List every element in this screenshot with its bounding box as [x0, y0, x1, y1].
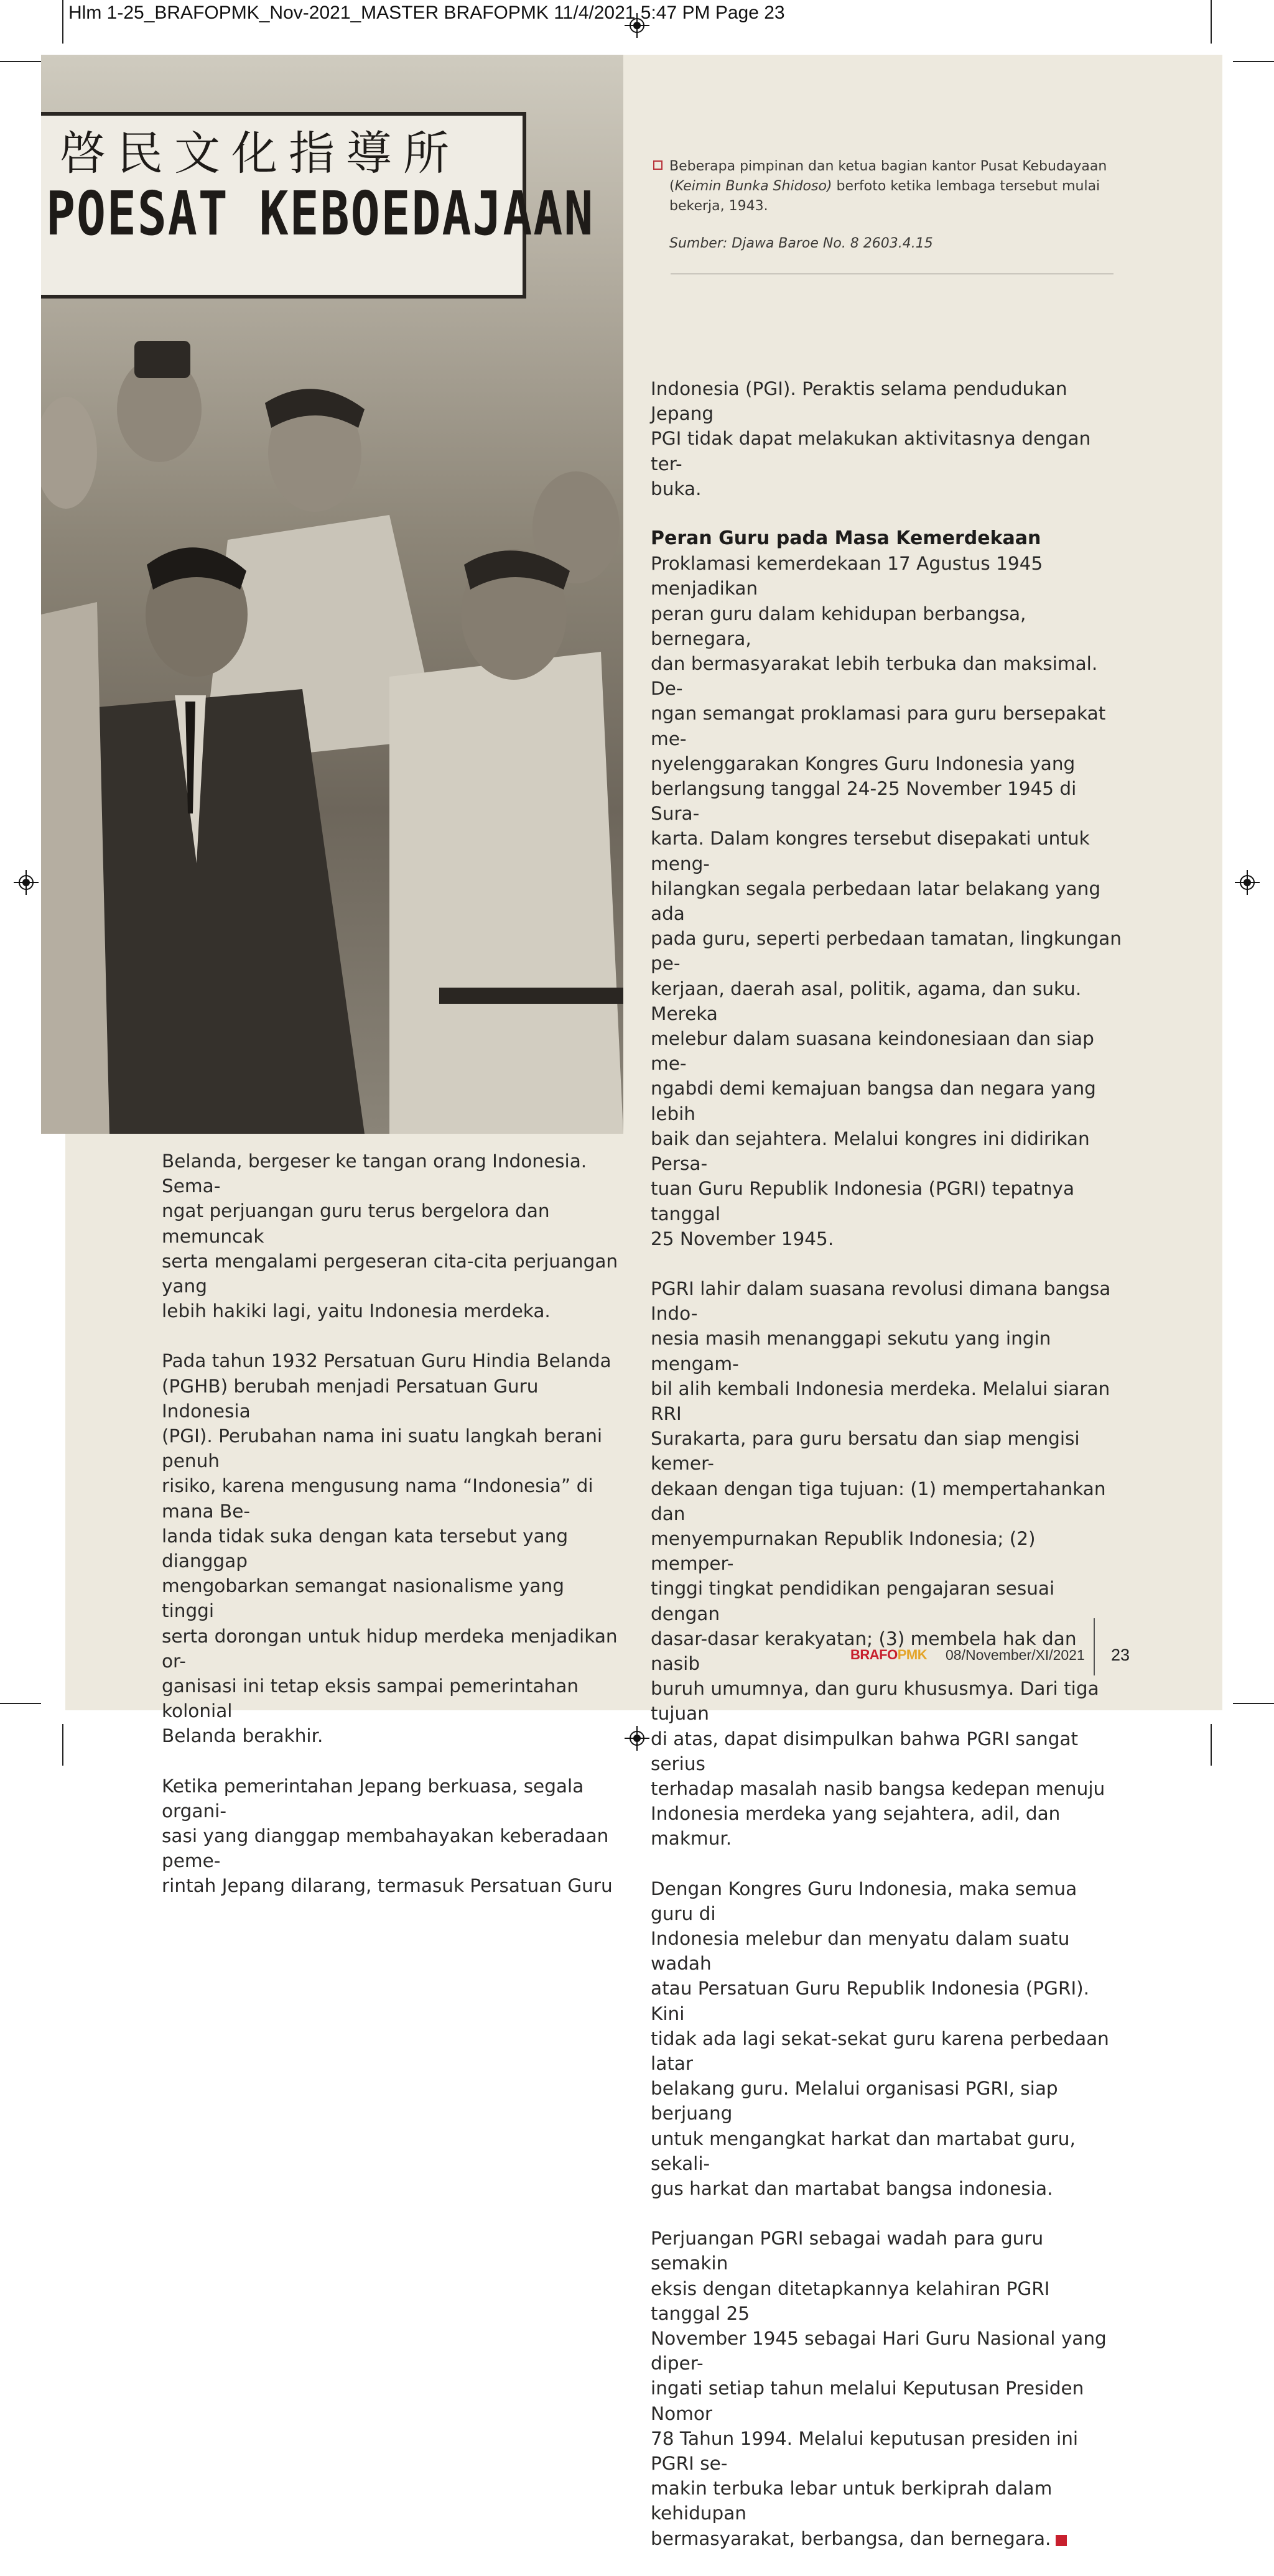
trim-mark: [1211, 0, 1212, 44]
trim-mark: [0, 1703, 41, 1704]
section-heading: Peran Guru pada Masa Kemerdekaan: [651, 527, 1041, 550]
paragraph: Dengan Kongres Guru Indonesia, maka semua guru di Indonesia melebur dan menyatu dalam suatu wadah atau Persatuan Guru Republik Indonesia (PGRI). Kini tidak ada lagi sekat-sekat guru karena perbedaan latar belakang guru. Melalui organisasi PGRI, siap berjuang untuk mengangkat harkat dan martabat guru, sekali- gus harkat dan martabat bangsa indonesia.: [651, 1878, 1109, 2200]
right-column: [651, 376, 1123, 2576]
photo-figures: [41, 55, 623, 1134]
paragraph-final: Perjuangan PGRI sebagai wadah para guru semakin eksis dengan ditetapkannya kelahiran PGRI tanggal 25 November 1945 sebagai Hari Guru Nasional yang diper- ingati setiap tahun melalui Keputusan Presiden Nomor 78 Tahun 1994. Melalui keputusan presiden ini PGRI se- makin terbuka lebar untuk berkiprah dalam kehidupan bermasyarakat, berbangsa, dan bernegara.: [651, 2228, 1107, 2549]
page-number: 23: [1111, 1646, 1130, 1664]
issue-date: 08/November/XI/2021: [946, 1647, 1085, 1663]
historical-photo: [41, 55, 623, 1134]
brand-logo: [850, 1647, 927, 1663]
sign-latin-text: POESAT KEBOEDAJAAN: [46, 179, 595, 249]
end-of-article-icon: [1056, 2535, 1067, 2546]
printer-slug: Hlm 1-25_BRAFOPMK_Nov-2021_MASTER BRAFOPMK 11/4/2021 5:47 PM Page 23: [68, 2, 785, 23]
caption-text: Beberapa pimpinan dan ketua bagian kantor Pusat Kebudayaan (Keimin Bunka Shidoso) berfoto ketika lembaga tersebut mulai bekerja, 1943.: [669, 159, 1107, 214]
brand-logo-part2: PMK: [897, 1647, 928, 1662]
photo-caption: [652, 157, 1112, 254]
footer-divider: [1094, 1618, 1095, 1675]
trim-mark: [1211, 1724, 1212, 1766]
caption-italic-name: Keimin Bunka Shidoso): [674, 178, 832, 194]
trim-mark: [0, 61, 41, 62]
paragraph: PGRI lahir dalam suasana revolusi dimana bangsa Indo- nesia masih menanggapi sekutu yang ingin mengam- bil alih kembali Indonesia merdeka. Melalui siaran RRI Surakarta, para guru bersatu dan siap mengisi kemer- dekaan dengan tiga tujuan: (1) mempertahankan dan menyempurnakan Republik Indonesia; (2) memper- tinggi tingkat pendidikan pengajaran sesuai dengan dasar-dasar kerakyatan; (3) membela hak dan nasib buruh umumnya, dan guru khususmya. Dari tiga tujuan di atas, dapat disimpulkan bahwa PGRI sangat serius terhadap masalah nasib bangsa kedepan menuju Indonesia merdeka yang sejahtera, adil, dan makmur.: [651, 1277, 1111, 1850]
paragraph: Indonesia (PGI). Peraktis selama pendudukan Jepang PGI tidak dapat melakukan aktivitasnya dengan ter- buka.: [651, 378, 1091, 499]
paragraph: Pada tahun 1932 Persatuan Guru Hindia Belanda (PGHB) berubah menjadi Persatuan Guru Indonesia (PGI). Perubahan nama ini suatu langkah berani penuh risiko, karena mengusung nama “Indonesia” di mana Be- landa tidak suka dengan kata tersebut yang dianggap mengobarkan semangat nasionalisme yang tinggi serta dorongan untuk hidup merdeka menjadikan or- ganisasi ini tetap eksis sampai pemerintahan kolonial Belanda berakhir.: [162, 1350, 618, 1747]
trim-mark: [1233, 61, 1274, 62]
paragraph: Belanda, bergeser ke tangan orang Indonesia. Sema- ngat perjuangan guru terus bergelora dan memuncak serta mengalami pergeseran cita-cita perjuangan yang lebih hakiki lagi, yaitu Indonesia merdeka.: [162, 1151, 618, 1322]
sign-cjk-text: 啓民文化指導所: [60, 127, 460, 180]
paragraph: Ketika pemerintahan Jepang berkuasa, segala organi- sasi yang dianggap membahayakan keberadaan peme- rintah Jepang dilarang, termasuk Persatuan Guru: [162, 1775, 613, 1897]
registration-mark-icon: [625, 1726, 649, 1751]
left-column: [162, 1149, 622, 1924]
registration-mark-icon: [14, 870, 39, 895]
trim-mark: [1233, 1703, 1274, 1704]
caption-source: Sumber: Djawa Baroe No. 8 2603.4.15: [669, 236, 933, 251]
registration-mark-icon: [1235, 870, 1260, 895]
trim-mark: [62, 0, 63, 44]
brand-logo-part1: BRAFO: [850, 1647, 898, 1662]
caption-marker-icon: [653, 160, 663, 170]
trim-mark: [62, 1724, 63, 1766]
paragraph: Proklamasi kemerdekaan 17 Agustus 1945 menjadikan peran guru dalam kehidupan berbangsa, bernegara, dan bermasyarakat lebih terbuka dan maksimal. De- ngan semangat proklamasi para guru bersepakat me- nyelenggarakan Kongres Guru Indonesia yang berlangsung tanggal 24-25 November 1945 di Sura- karta. Dalam kongres tersebut disepakati untuk meng- hilangkan segala perbedaan latar belakang yang ada pada guru, seperti perbedaan tamatan, lingkungan pe- kerjaan, daerah asal, politik, agama, dan suku. Mereka melebur dalam suasana keindonesiaan dan siap me- ngabdi demi kemajuan bangsa dan negara yang lebih baik dan sejahtera. Melalui kongres ini didirikan Persa- tuan Guru Republik Indonesia (PGRI) tepatnya tanggal 25 November 1945.: [651, 553, 1122, 1249]
